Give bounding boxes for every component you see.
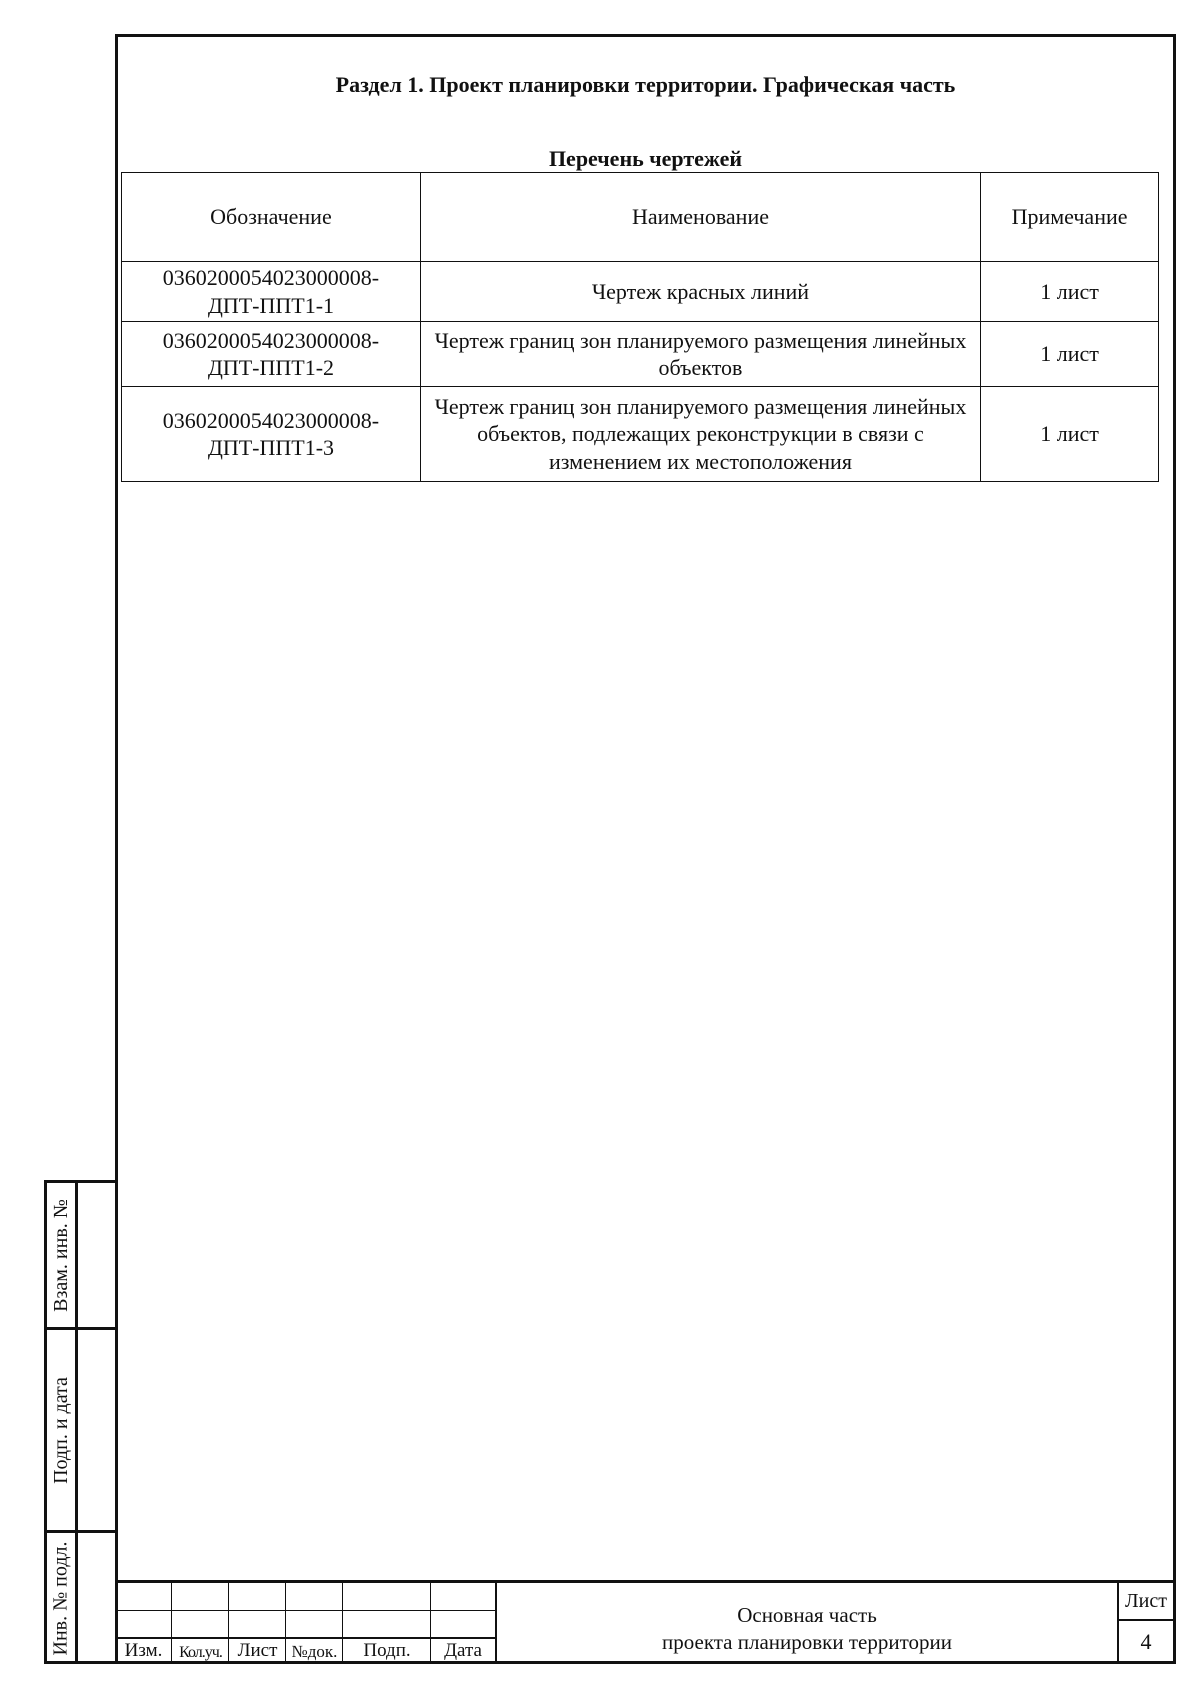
stamp-cell-replace-inv: [47, 1183, 75, 1327]
title-block: [115, 1580, 1176, 1664]
document-name-line1: Основная часть: [737, 1603, 877, 1628]
designation-line1: 0360200054023000008-: [162, 407, 380, 433]
designation-line2: ДПТ-ППТ1-1: [207, 292, 335, 318]
stamp-label-replace-inv: Взам. инв. №: [49, 1198, 72, 1312]
tb-label-change: Изм.: [124, 1640, 163, 1661]
cell-note: 1 лист: [981, 322, 1159, 387]
cell-designation: [122, 387, 421, 482]
document-name-line2: проекта планировки территории: [662, 1629, 952, 1654]
stamp-label-sign-date: Подп. и дата: [49, 1376, 72, 1484]
header-designation: Обозначение: [122, 173, 421, 262]
cell-note: 1 лист: [981, 262, 1159, 322]
cell-designation: [122, 322, 421, 387]
stamp-cell-orig-inv: [47, 1533, 75, 1664]
sheet-label: Лист: [1119, 1583, 1173, 1621]
stamp-cell-sign-date: [47, 1330, 75, 1530]
cell-note: 1 лист: [981, 387, 1159, 482]
designation-line1: 0360200054023000008-: [162, 265, 380, 290]
title-block-sheet: [1119, 1583, 1173, 1664]
table-row: [122, 262, 1159, 322]
tb-label-signature: Подп.: [363, 1640, 411, 1661]
tb-label-count: Кол.уч.: [179, 1644, 222, 1661]
designation-line2: ДПТ-ППТ1-3: [207, 435, 335, 460]
side-stamp: [44, 1180, 115, 1664]
section-title: Раздел 1. Проект планировки территории. Графическая часть: [335, 72, 956, 97]
cell-name: Чертеж красных линий: [420, 262, 980, 322]
title-block-revision-grid: [115, 1583, 495, 1664]
table-row: [122, 387, 1159, 482]
sheet-number: 4: [1140, 1628, 1152, 1654]
header-name: Наименование: [420, 173, 980, 262]
header-note: Примечание: [981, 173, 1159, 262]
cell-name: Чертеж границ зон планируемого размещения линейных объектов, подлежащих реконструкции в связи с изменением их местоположения: [420, 387, 980, 482]
title-block-document-name: [495, 1583, 1119, 1664]
table-header-row: [122, 173, 1159, 262]
tb-label-doc-no: №док.: [291, 1642, 338, 1661]
designation-line1: 0360200054023000008-: [162, 327, 380, 353]
table-title: Перечень чертежей: [548, 146, 743, 171]
cell-designation: [122, 262, 421, 322]
table-row: [122, 322, 1159, 387]
tb-label-date: Дата: [444, 1640, 482, 1661]
designation-line2: ДПТ-ППТ1-2: [207, 355, 335, 380]
drawings-table: [121, 172, 1159, 482]
cell-name: Чертеж границ зон планируемого размещения линейных объектов: [420, 322, 980, 387]
stamp-label-orig-inv: Инв. № подл.: [49, 1541, 72, 1656]
tb-label-sheet: Лист: [237, 1640, 278, 1661]
